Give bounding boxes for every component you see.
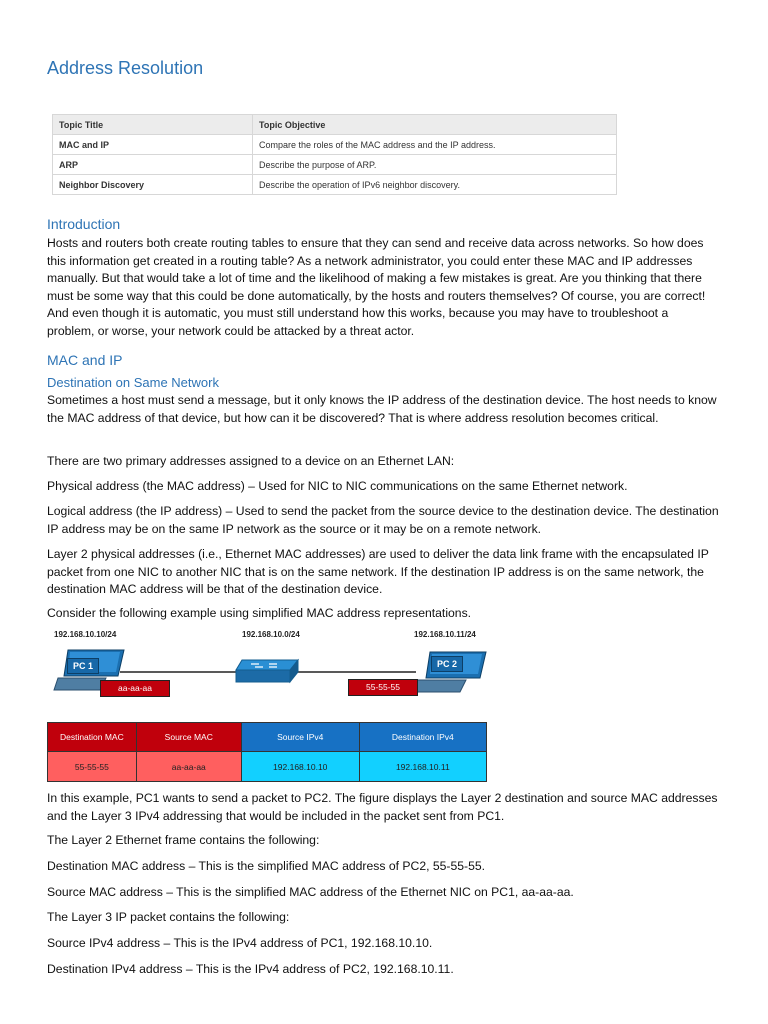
introduction-heading: Introduction xyxy=(47,216,121,232)
topics-table xyxy=(52,114,617,195)
topic-title-cell: Neighbor Discovery xyxy=(53,175,253,195)
paragraph: The Layer 3 IP packet contains the following: xyxy=(47,910,290,924)
topic-title-cell: ARP xyxy=(53,155,253,175)
pc2-label: PC 2 xyxy=(431,656,463,672)
frame-value-row xyxy=(48,752,487,782)
frame-header-cell: Source MAC xyxy=(136,723,241,752)
topic-objective-cell: Describe the purpose of ARP. xyxy=(253,155,617,175)
frame-value-cell: 55-55-55 xyxy=(48,752,137,782)
frame-value-cell: 192.168.10.10 xyxy=(241,752,359,782)
paragraph: Sometimes a host must send a message, but it only knows the IP address of the destination device. The host needs to know the MAC address of that device, but how can it be discovered? That is where address resolution becomes critical. xyxy=(47,393,717,425)
paragraph: Physical address (the MAC address) – Used for NIC to NIC communications on the same Ethernet network. xyxy=(47,479,628,493)
frame-header-row xyxy=(48,723,487,752)
frame-value-cell: 192.168.10.11 xyxy=(359,752,486,782)
network-diagram xyxy=(46,630,491,702)
frame-table xyxy=(47,722,487,782)
mac-ip-heading: MAC and IP xyxy=(47,352,123,368)
frame-value-cell: aa-aa-aa xyxy=(136,752,241,782)
paragraph: Destination IPv4 address – This is the IPv4 address of PC2, 192.168.10.11. xyxy=(47,962,454,976)
paragraph: Layer 2 physical addresses (i.e., Ethernet MAC addresses) are used to deliver the data link frame with the encapsulated IP packet from one NIC to another NIC that is on the same network. If the destination IP address is on the same network, the destination MAC address will be that of the destination device. xyxy=(47,547,709,596)
pc2-ip-label: 192.168.10.11/24 xyxy=(414,630,476,639)
switch-icon xyxy=(236,660,298,682)
frame-header-cell: Destination MAC xyxy=(48,723,137,752)
table-header: Topic Title xyxy=(53,115,253,135)
table-header-row xyxy=(53,115,617,135)
paragraph: Source MAC address – This is the simplified MAC address of the Ethernet NIC on PC1, aa-aa-aa. xyxy=(47,885,574,899)
pc1-label: PC 1 xyxy=(67,658,99,674)
page-title: Address Resolution xyxy=(47,58,204,78)
topic-title-cell: MAC and IP xyxy=(53,135,253,155)
paragraph: The Layer 2 Ethernet frame contains the following: xyxy=(47,833,320,847)
frame-header-cell: Source IPv4 xyxy=(241,723,359,752)
pc1-mac-badge: aa-aa-aa xyxy=(100,680,170,697)
introduction-text: Hosts and routers both create routing tables to ensure that they can send and receive data across networks. So how does this information get created in a routing table? As a network administrator, you could enter these MAC and IP addresses manually. But that would take a lot of time and the likelihood of making a few mistakes is great. Are you thinking that there must be some way that this could be done automatically, by the hosts and routers themselves? Of course, you are correct! And even though it is automatic, you must still understand how this works, because you may have to troubleshoot a problem, or worse, your network could be attacked by a threat actor. xyxy=(47,236,706,338)
topic-objective-cell: Compare the roles of the MAC address and the IP address. xyxy=(253,135,617,155)
paragraph: Destination MAC address – This is the simplified MAC address of PC2, 55-55-55. xyxy=(47,859,486,873)
paragraph: There are two primary addresses assigned to a device on an Ethernet LAN: xyxy=(47,454,455,468)
paragraph: In this example, PC1 wants to send a packet to PC2. The figure displays the Layer 2 destination and source MAC addresses and the Layer 3 IPv4 addressing that would be included in the packet sent from PC1. xyxy=(47,791,718,823)
paragraph: Source IPv4 address – This is the IPv4 address of PC1, 192.168.10.10. xyxy=(47,936,433,950)
pc2-mac-badge: 55-55-55 xyxy=(348,679,418,696)
paragraph: Consider the following example using simplified MAC address representations. xyxy=(47,606,472,620)
topic-objective-cell: Describe the operation of IPv6 neighbor discovery. xyxy=(253,175,617,195)
network-ip-label: 192.168.10.0/24 xyxy=(242,630,300,639)
paragraph: Logical address (the IP address) – Used to send the packet from the source device to the destination device. The destination IP address may be on the same IP network as the source or it may be on a remote network. xyxy=(47,504,719,536)
same-network-subheading: Destination on Same Network xyxy=(47,375,219,390)
table-row xyxy=(53,175,617,195)
pc1-ip-label: 192.168.10.10/24 xyxy=(54,630,117,639)
frame-header-cell: Destination IPv4 xyxy=(359,723,486,752)
table-row xyxy=(53,155,617,175)
table-header: Topic Objective xyxy=(253,115,617,135)
table-row xyxy=(53,135,617,155)
